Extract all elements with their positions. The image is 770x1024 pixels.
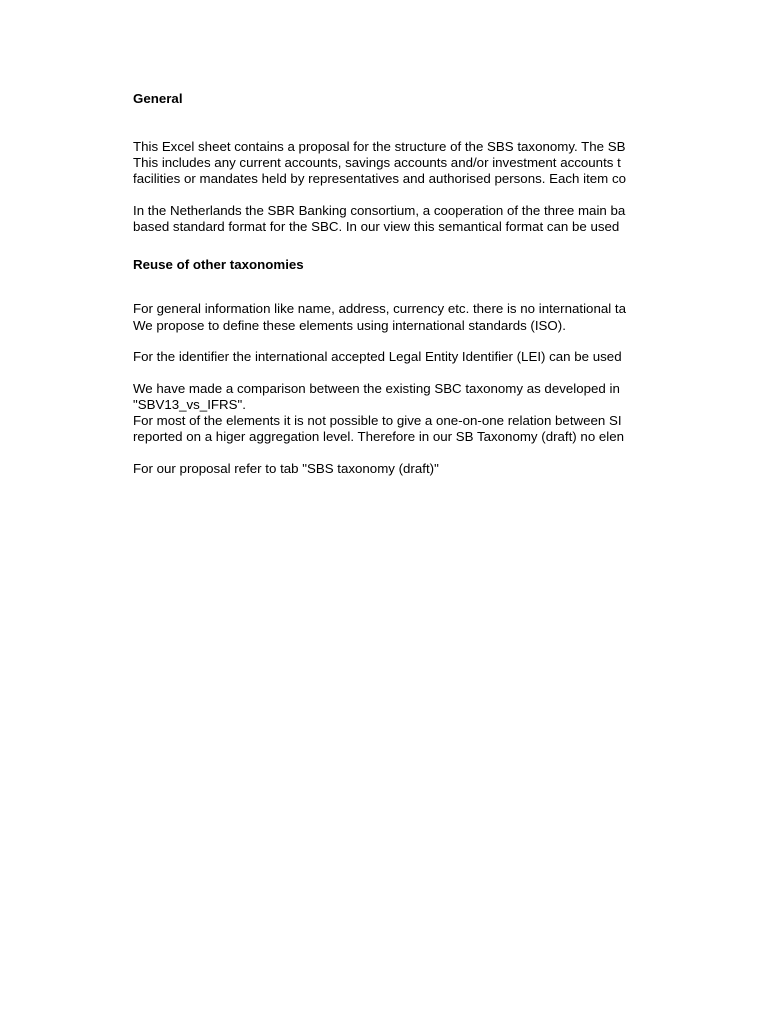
- paragraph-line: This includes any current accounts, savings accounts and/or investment accounts t: [133, 155, 621, 170]
- paragraph-line: facilities or mandates held by representatives and authorised persons. Each item co: [133, 171, 626, 186]
- paragraph-line: reported on a higer aggregation level. Therefore in our SB Taxonomy (draft) no elen: [133, 429, 625, 444]
- paragraph-line: "SBV13_vs_IFRS".: [133, 397, 246, 412]
- paragraph-line: based standard format for the SBC. In our view this semantical format can be used: [133, 219, 620, 234]
- heading-reuse: Reuse of other taxonomies: [133, 257, 304, 272]
- paragraph-line: For our proposal refer to tab "SBS taxonomy (draft)": [133, 461, 439, 476]
- paragraph-line: For most of the elements it is not possible to give a one-on-one relation between SI: [133, 413, 622, 428]
- heading-general: General: [133, 91, 183, 106]
- paragraph-line: This Excel sheet contains a proposal for the structure of the SBS taxonomy. The SB: [133, 139, 626, 154]
- paragraph-line: We propose to define these elements using international standards (ISO).: [133, 318, 566, 333]
- paragraph-line: We have made a comparison between the existing SBC taxonomy as developed in: [133, 381, 620, 396]
- paragraph-line: In the Netherlands the SBR Banking consortium, a cooperation of the three main ba: [133, 203, 626, 218]
- paragraph-line: For general information like name, address, currency etc. there is no international ta: [133, 301, 626, 316]
- paragraph-line: For the identifier the international accepted Legal Entity Identifier (LEI) can be used: [133, 349, 622, 364]
- document-page: [133, 0, 640, 1024]
